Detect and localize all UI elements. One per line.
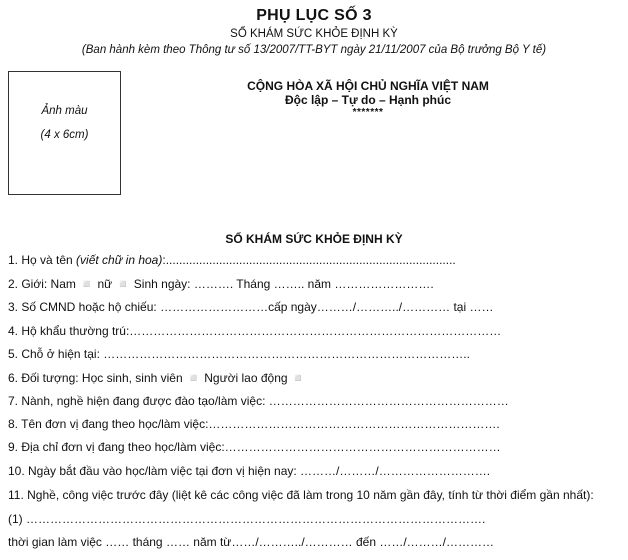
form-title: SỔ KHÁM SỨC KHỎE ĐỊNH KỲ	[225, 232, 403, 246]
appendix-title: PHỤ LỤC SỐ 3	[256, 7, 372, 24]
issuance-note: (Ban hành kèm theo Thông tư số 13/2007/TT-BYT ngày 21/11/2007 của Bộ trưởng Bộ Y tế)	[81, 44, 547, 56]
field-subject-type: 6. Đối tượng: Học sinh, sinh viên ◽ Người lao động ◽	[8, 371, 306, 385]
field-full-name-dots: :.......................................................................................	[162, 253, 456, 267]
field-full-name-hint: (viết chữ in hoa)	[76, 253, 163, 267]
field-gender-birthdate: 2. Giới: Nam ◽ nữ ◽ Sinh ngày: ………. Tháng …….. năm …………………….	[8, 277, 434, 291]
photo-placeholder-box	[8, 71, 121, 195]
appendix-subtitle: SỔ KHÁM SỨC KHỎE ĐỊNH KỲ	[230, 28, 398, 40]
field-workplace-name: 8. Tên đơn vị đang theo học/làm việc:……………………………………………………………….	[8, 417, 500, 431]
field-previous-job-1-period: thời gian làm việc …… tháng …… năm từ……/………../………… đến ……/………/…………	[8, 535, 495, 549]
national-stars: *******	[352, 107, 384, 118]
field-full-name	[8, 253, 456, 267]
photo-size-label: (4 x 6cm)	[40, 129, 89, 141]
field-id-number: 3. Số CMND hoặc hộ chiếu: ………………………cấp ngày………/………../………… tại ……	[8, 300, 494, 314]
field-permanent-residence: 4. Hộ khẩu thường trú:…………………………………………………………………………………	[8, 324, 502, 338]
field-occupation: 7. Nành, nghề hiện đang được đào tạo/làm việc: ……………………………………………………	[8, 394, 509, 408]
field-previous-job-1: (1) …………………………………………………………………………………………………….	[8, 512, 486, 526]
field-workplace-address: 9. Địa chỉ đơn vị đang theo học/làm việc:……………………………………………………………	[8, 440, 501, 454]
national-motto: Độc lập – Tự do – Hạnh phúc	[284, 93, 452, 107]
field-previous-jobs: 11. Nghề, công việc trước đây (liệt kê các công việc đã làm trong 10 năm gần đây, tính từ thời điểm gần nhất):	[8, 488, 594, 502]
national-name: CỘNG HÒA XÃ HỘI CHỦ NGHĨA VIỆT NAM	[247, 79, 489, 93]
field-current-residence: 5. Chỗ ở hiện tại: ………………………………………………………………………………..	[8, 347, 470, 361]
field-full-name-label: 1. Họ và tên	[8, 253, 77, 267]
photo-label: Ảnh màu	[41, 105, 88, 117]
field-start-date: 10. Ngày bắt đầu vào học/làm việc tại đơn vị hiện nay: ………/………/……………………….	[8, 464, 491, 478]
